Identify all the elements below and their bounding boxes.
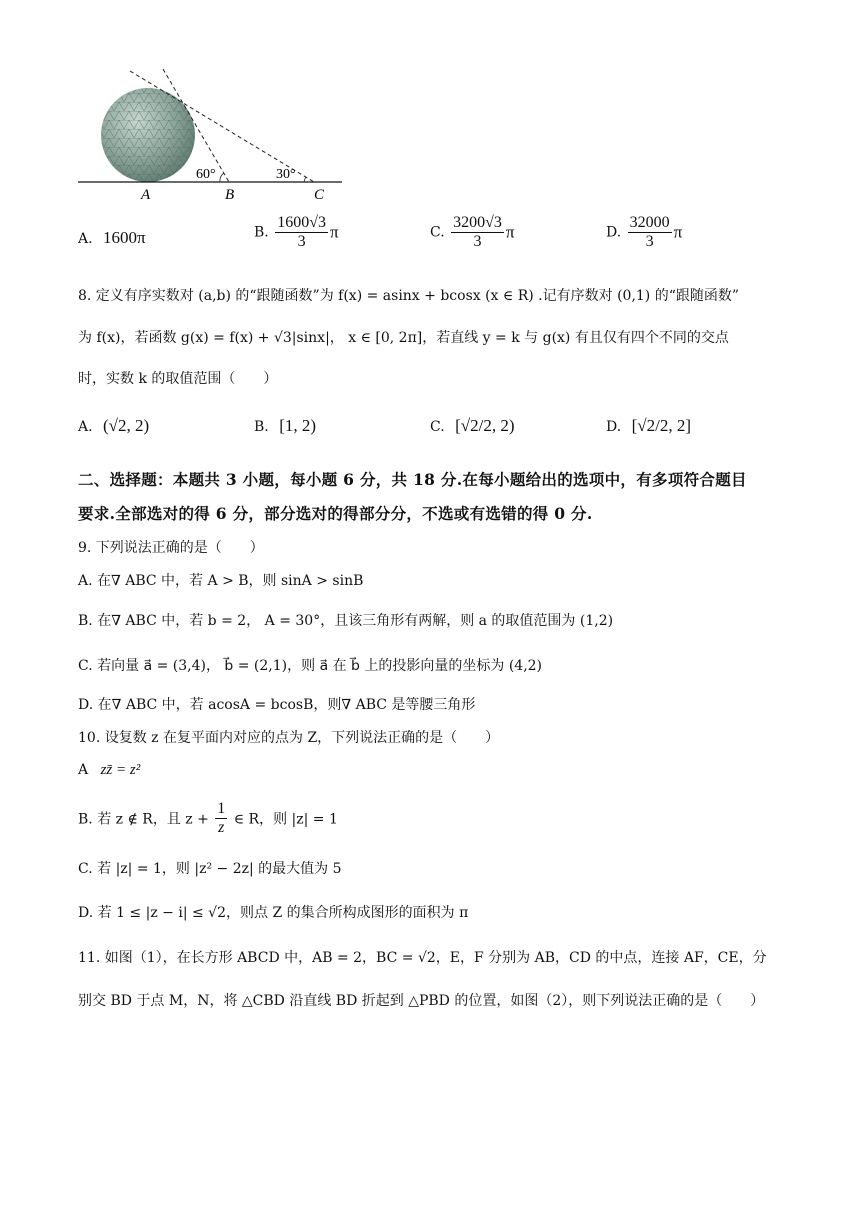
q8-line-1: 8. 定义有序实数对 (a,b) 的“跟随函数”为 f(x) = asinx + bcosx (x ∈ R) .记有序数对 (0,1) 的“跟随函数” — [78, 288, 740, 304]
section-2-heading-line-1: 二、选择题：本题共 3 小题，每小题 6 分，共 18 分.在每小题给出的选项中，有多项符合题目 — [78, 470, 747, 489]
point-c-label: C — [314, 187, 325, 203]
sphere-figure — [74, 66, 354, 206]
point-b-label: B — [225, 187, 235, 203]
q8-line-2: 为 f(x)，若函数 g(x) = f(x) + √3|sinx|， x ∈ [0, 2π]，若直线 y = k 与 g(x) 有且仅有四个不同的交点 — [78, 330, 729, 346]
option-value: 1600π — [103, 228, 146, 247]
q10-option-a[interactable] — [78, 762, 140, 779]
q8-option-b[interactable] — [254, 416, 316, 436]
q11-line-1: 11. 如图（1），在长方形 ABCD 中，AB = 2，BC = √2，E，F 分别为 AB，CD 的中点，连接 AF，CE，分 — [78, 950, 767, 966]
option-value: [√2/2, 2) — [455, 416, 515, 435]
fraction-denominator: 3 — [645, 233, 654, 250]
angle-c-label: 30° — [276, 167, 296, 182]
option-label: C. — [430, 419, 445, 435]
q7-option-a[interactable] — [78, 228, 146, 248]
sphere-diagram — [74, 66, 354, 206]
option-label: B. — [254, 419, 269, 435]
fraction-numerator: 3200√3 — [453, 214, 502, 231]
q11-line-2: 别交 BD 于点 M，N，将 △CBD 沿直线 BD 折起到 △PBD 的位置，如图（2），则下列说法正确的是（ ） — [78, 993, 765, 1009]
option-label: A — [78, 762, 89, 778]
q8-option-d[interactable] — [606, 416, 691, 436]
fraction-denominator: 3 — [473, 233, 482, 250]
pi-symbol: π — [329, 222, 339, 242]
point-a-label: A — [141, 187, 151, 203]
option-text-pre: B. 若 z ∉ R，且 z + — [78, 811, 209, 828]
q10-option-c[interactable]: C. 若 |z| = 1，则 |z² − 2z| 的最大值为 5 — [78, 861, 342, 877]
q8-option-a[interactable] — [78, 416, 149, 436]
q9-stem: 9. 下列说法正确的是（ ） — [78, 540, 264, 556]
section-2-heading-line-2: 要求.全部选对的得 6 分，部分选对的得部分分，不选或有选错的得 0 分. — [78, 504, 593, 523]
q9-option-a[interactable]: A. 在∇ ABC 中，若 A > B，则 sinA > sinB — [78, 573, 364, 589]
angle-b-label: 60° — [196, 167, 216, 182]
fraction-numerator: 1600√3 — [277, 214, 326, 231]
q8-line-3: 时，实数 k 的取值范围（ ） — [78, 371, 278, 387]
q10-option-d[interactable]: D. 若 1 ≤ |z − i| ≤ √2，则点 Z 的集合所构成图形的面积为 π — [78, 905, 469, 921]
q10-stem: 10. 设复数 z 在复平面内对应的点为 Z，下列说法正确的是（ ） — [78, 730, 500, 746]
q7-option-c[interactable] — [430, 214, 515, 251]
option-text-post: ∈ R，则 |z| = 1 — [233, 811, 338, 828]
fraction-denominator: z — [218, 819, 225, 836]
q7-option-b[interactable] — [254, 214, 339, 251]
option-label: B. — [254, 224, 269, 241]
pi-symbol: π — [505, 222, 515, 242]
fraction-numerator: 32000 — [629, 214, 670, 231]
option-value: [√2/2, 2] — [631, 416, 692, 435]
option-label: A. — [78, 419, 93, 435]
option-value: (√2, 2) — [103, 416, 150, 435]
fraction-numerator: 1 — [217, 800, 226, 817]
fraction-denominator: 3 — [297, 233, 306, 250]
q9-option-b[interactable]: B. 在∇ ABC 中，若 b = 2， A = 30°，且该三角形有两解，则 a 的取值范围为 (1,2) — [78, 613, 614, 629]
option-value: zz̄ = z² — [100, 762, 141, 778]
q8-option-c[interactable] — [430, 416, 515, 436]
option-label: C. — [430, 224, 445, 241]
option-value: [1, 2) — [279, 416, 317, 435]
q9-option-d[interactable]: D. 在∇ ABC 中，若 acosA = bcosB，则∇ ABC 是等腰三角形 — [78, 697, 476, 713]
pi-symbol: π — [673, 222, 683, 242]
q7-option-d[interactable] — [606, 214, 682, 251]
option-label: D. — [606, 419, 622, 435]
option-label: A. — [78, 231, 93, 247]
option-label: D. — [606, 224, 622, 241]
q10-option-b[interactable] — [78, 800, 338, 837]
q9-option-c[interactable]: C. 若向量 a⃗ = (3,4)， b⃗ = (2,1)，则 a⃗ 在 b⃗ 上的投影向量的坐标为 (4,2) — [78, 658, 543, 674]
